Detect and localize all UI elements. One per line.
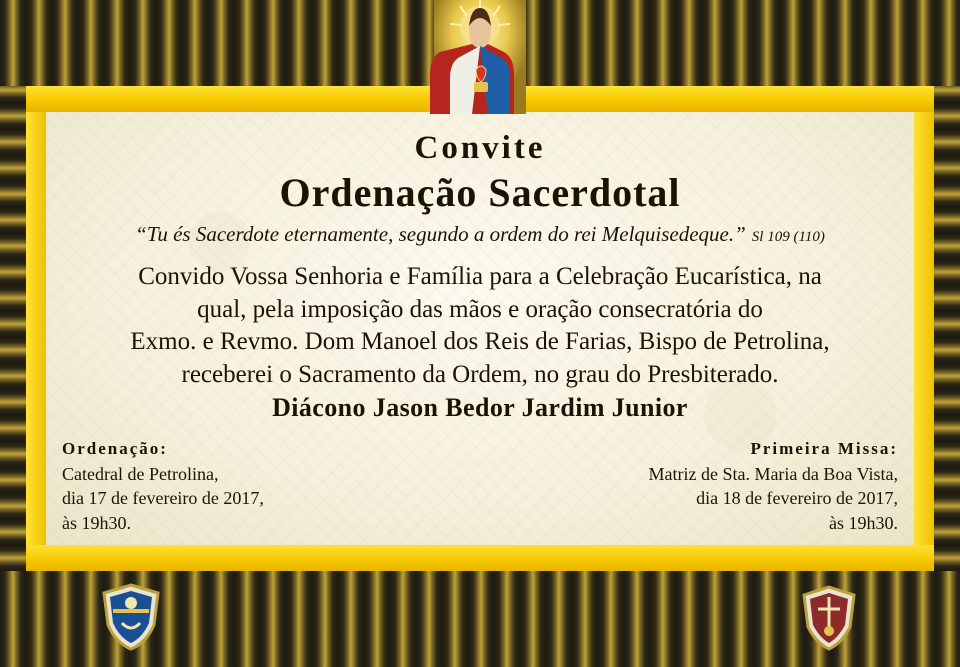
scripture-quote [80, 222, 880, 247]
deacon-name: Diácono Jason Bedor Jardim Junior [272, 393, 688, 422]
parchment-panel [46, 112, 914, 545]
first-mass-line: Matriz de Sta. Maria da Boa Vista, [648, 464, 898, 485]
ordination-line: às 19h30. [62, 512, 131, 533]
right-ornamental-border [934, 86, 960, 571]
coat-of-arms-right-icon [794, 581, 864, 653]
first-mass-details [648, 438, 898, 535]
right-gold-band [914, 112, 934, 545]
body-line: Exmo. e Revmo. Dom Manoel dos Reis de Farias, Bispo de Petrolina, [130, 328, 830, 355]
invitation-body [86, 261, 874, 391]
page-title-small: Convite [414, 130, 546, 166]
event-details [62, 438, 898, 535]
ordination-details [62, 438, 264, 535]
scripture-reference: Sl 109 (110) [751, 229, 825, 245]
sacred-heart-of-jesus-image [416, 0, 544, 114]
first-mass-line: dia 18 de fevereiro de 2017, [696, 488, 898, 509]
body-line: receberei o Sacramento da Ordem, no grau do Presbiterado. [181, 360, 779, 388]
body-line: qual, pela imposição das mãos e oração consecratória do [197, 295, 763, 323]
body-line: Convido Vossa Senhoria e Família para a Celebração Eucarística, na [138, 263, 822, 290]
scripture-text: “Tu és Sacerdote eternamente, segundo a ordem do rei Melquisedeque.” [135, 222, 746, 246]
invitation-content [46, 112, 914, 423]
ordination-line: Catedral de Petrolina, [62, 464, 219, 485]
first-mass-line: às 19h30. [829, 512, 898, 533]
ordination-heading: Ordenação: [62, 439, 168, 459]
left-gold-band [26, 112, 46, 545]
page-title-large: Ordenação Sacerdotal [279, 170, 681, 215]
ordination-line: dia 17 de fevereiro de 2017, [62, 488, 264, 509]
coat-of-arms-left-icon [96, 581, 166, 653]
left-ornamental-border [0, 86, 26, 571]
first-mass-heading: Primeira Missa: [750, 439, 898, 459]
bottom-gold-band [0, 545, 960, 571]
